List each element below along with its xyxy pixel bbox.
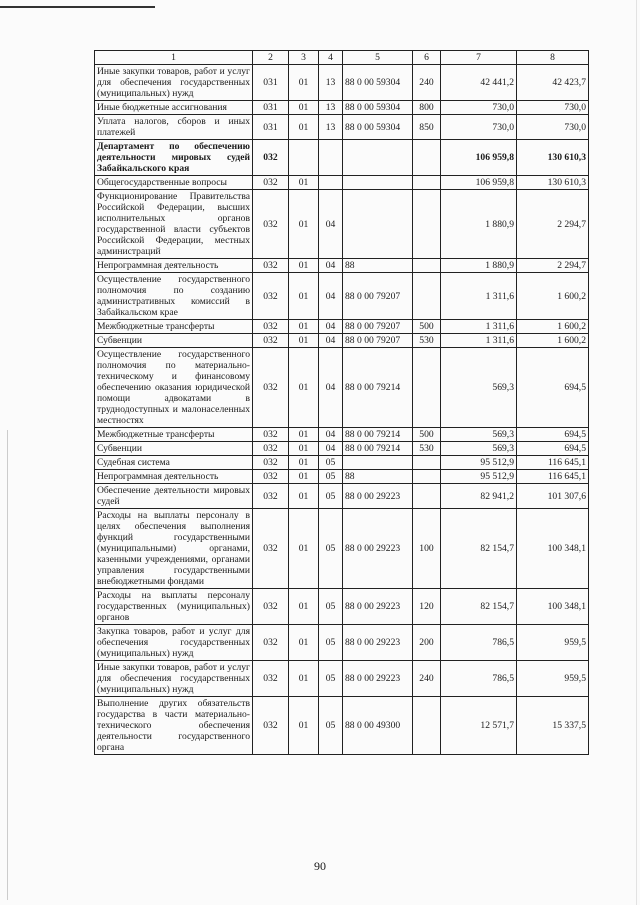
row-glav: 032 (253, 442, 289, 456)
row-sum-2: 694,5 (517, 428, 589, 442)
row-name: Уплата налогов, сборов и иных платежей (95, 115, 253, 140)
row-sum-1: 1 311,6 (441, 334, 517, 348)
col-header-1: 1 (95, 51, 253, 65)
row-sum-1: 1 311,6 (441, 273, 517, 320)
row-sum-1: 12 571,7 (441, 697, 517, 755)
row-glav: 032 (253, 190, 289, 259)
row-pr: 04 (319, 259, 343, 273)
row-glav: 032 (253, 259, 289, 273)
table-row (95, 456, 589, 470)
table-row (95, 697, 589, 755)
col-header-4: 4 (319, 51, 343, 65)
row-sum-1: 82 941,2 (441, 484, 517, 509)
row-rz: 01 (289, 589, 319, 625)
row-vr (413, 273, 441, 320)
row-name: Судебная система (95, 456, 253, 470)
row-pr: 04 (319, 348, 343, 428)
row-sum-2: 116 645,1 (517, 456, 589, 470)
table-body (95, 51, 589, 755)
col-header-5: 5 (343, 51, 413, 65)
row-glav: 032 (253, 273, 289, 320)
row-rz: 01 (289, 259, 319, 273)
row-csr: 88 0 00 29223 (343, 625, 413, 661)
row-vr: 850 (413, 115, 441, 140)
row-name: Межбюджетные трансферты (95, 428, 253, 442)
row-glav: 032 (253, 661, 289, 697)
table-row (95, 320, 589, 334)
row-pr: 05 (319, 661, 343, 697)
table-row (95, 101, 589, 115)
scan-edge-left (7, 430, 8, 900)
table-row (95, 428, 589, 442)
row-csr: 88 (343, 259, 413, 273)
row-csr: 88 0 00 29223 (343, 509, 413, 589)
row-vr: 530 (413, 334, 441, 348)
row-rz: 01 (289, 661, 319, 697)
row-pr (319, 176, 343, 190)
row-sum-1: 106 959,8 (441, 140, 517, 176)
row-glav: 031 (253, 115, 289, 140)
row-sum-2: 130 610,3 (517, 140, 589, 176)
row-csr: 88 0 00 79207 (343, 273, 413, 320)
row-glav: 031 (253, 101, 289, 115)
row-sum-2: 2 294,7 (517, 259, 589, 273)
row-pr: 05 (319, 589, 343, 625)
table-row (95, 273, 589, 320)
row-sum-1: 786,5 (441, 625, 517, 661)
row-sum-1: 569,3 (441, 442, 517, 456)
row-pr: 05 (319, 625, 343, 661)
row-name: Иные бюджетные ассигнования (95, 101, 253, 115)
row-sum-2: 694,5 (517, 442, 589, 456)
row-glav: 032 (253, 470, 289, 484)
row-sum-1: 730,0 (441, 115, 517, 140)
table-row (95, 625, 589, 661)
row-glav: 032 (253, 484, 289, 509)
row-vr (413, 140, 441, 176)
row-sum-1: 1 880,9 (441, 259, 517, 273)
row-pr: 04 (319, 273, 343, 320)
row-name: Функционирование Правительства Российской Федерации, высших исполнительных органов государственной власти субъектов Российской Федерации, местных администраций (95, 190, 253, 259)
row-csr: 88 0 00 59304 (343, 101, 413, 115)
row-pr: 04 (319, 442, 343, 456)
row-csr: 88 0 00 79214 (343, 428, 413, 442)
row-vr (413, 348, 441, 428)
row-pr: 05 (319, 509, 343, 589)
row-rz: 01 (289, 176, 319, 190)
row-csr: 88 0 00 49300 (343, 697, 413, 755)
row-pr: 04 (319, 334, 343, 348)
row-pr: 13 (319, 115, 343, 140)
table-row (95, 115, 589, 140)
table-row (95, 176, 589, 190)
row-rz: 01 (289, 697, 319, 755)
row-rz: 01 (289, 115, 319, 140)
row-name: Выполнение других обязательств государства в части материально-технического обеспечения деятельности государственного органа (95, 697, 253, 755)
row-pr: 04 (319, 428, 343, 442)
row-glav: 032 (253, 176, 289, 190)
col-header-7: 7 (441, 51, 517, 65)
row-sum-1: 95 512,9 (441, 456, 517, 470)
row-vr (413, 470, 441, 484)
row-sum-2: 130 610,3 (517, 176, 589, 190)
row-name: Общегосударственные вопросы (95, 176, 253, 190)
row-sum-2: 42 423,7 (517, 65, 589, 101)
row-glav: 032 (253, 320, 289, 334)
row-vr: 240 (413, 661, 441, 697)
row-csr: 88 (343, 470, 413, 484)
row-vr (413, 190, 441, 259)
row-vr: 240 (413, 65, 441, 101)
table-row (95, 484, 589, 509)
table-row (95, 470, 589, 484)
row-pr: 04 (319, 190, 343, 259)
col-header-2: 2 (253, 51, 289, 65)
table-row (95, 140, 589, 176)
row-pr: 13 (319, 101, 343, 115)
row-name: Закупка товаров, работ и услуг для обеспечения государственных (муниципальных) нужд (95, 625, 253, 661)
row-sum-1: 106 959,8 (441, 176, 517, 190)
row-rz: 01 (289, 442, 319, 456)
table-row (95, 589, 589, 625)
row-vr (413, 484, 441, 509)
row-vr: 100 (413, 509, 441, 589)
row-sum-2: 694,5 (517, 348, 589, 428)
page-number: 90 (314, 859, 326, 873)
row-name: Субвенции (95, 334, 253, 348)
row-rz: 01 (289, 348, 319, 428)
row-pr: 05 (319, 484, 343, 509)
row-rz: 01 (289, 625, 319, 661)
row-sum-2: 116 645,1 (517, 470, 589, 484)
row-csr: 88 0 00 79214 (343, 348, 413, 428)
table-row (95, 65, 589, 101)
row-pr: 04 (319, 320, 343, 334)
row-sum-2: 1 600,2 (517, 334, 589, 348)
row-rz: 01 (289, 428, 319, 442)
col-header-6: 6 (413, 51, 441, 65)
row-sum-1: 95 512,9 (441, 470, 517, 484)
row-glav: 032 (253, 456, 289, 470)
row-sum-2: 1 600,2 (517, 320, 589, 334)
table-row (95, 190, 589, 259)
row-csr: 88 0 00 79207 (343, 320, 413, 334)
row-csr: 88 0 00 29223 (343, 484, 413, 509)
column-number-row (95, 51, 589, 65)
row-vr (413, 176, 441, 190)
header-rule (0, 6, 155, 8)
row-vr (413, 697, 441, 755)
row-sum-1: 730,0 (441, 101, 517, 115)
row-rz: 01 (289, 320, 319, 334)
row-vr: 500 (413, 320, 441, 334)
row-csr: 88 0 00 79214 (343, 442, 413, 456)
row-name: Осуществление государственного полномочия по созданию административных комиссий в Забайкальском крае (95, 273, 253, 320)
row-glav: 032 (253, 625, 289, 661)
row-sum-1: 1 880,9 (441, 190, 517, 259)
row-name: Непрограммная деятельность (95, 470, 253, 484)
row-name: Расходы на выплаты персоналу государственных (муниципальных) органов (95, 589, 253, 625)
table-row (95, 259, 589, 273)
row-vr: 530 (413, 442, 441, 456)
row-sum-1: 569,3 (441, 428, 517, 442)
row-rz: 01 (289, 334, 319, 348)
row-sum-1: 569,3 (441, 348, 517, 428)
row-rz: 01 (289, 273, 319, 320)
row-name: Осуществление государственного полномочия по материально-техническому и финансовому обеспечению оказания юридической помощи адвокатами в труднодоступных и малонаселенных местностях (95, 348, 253, 428)
table-row (95, 509, 589, 589)
row-sum-2: 959,5 (517, 625, 589, 661)
row-glav: 032 (253, 428, 289, 442)
budget-table (94, 50, 589, 755)
row-pr: 05 (319, 470, 343, 484)
row-rz: 01 (289, 509, 319, 589)
row-sum-1: 82 154,7 (441, 589, 517, 625)
row-glav: 032 (253, 509, 289, 589)
row-csr: 88 0 00 29223 (343, 589, 413, 625)
row-sum-1: 42 441,2 (441, 65, 517, 101)
row-sum-1: 82 154,7 (441, 509, 517, 589)
row-name: Иные закупки товаров, работ и услуг для обеспечения государственных (муниципальных) нужд (95, 65, 253, 101)
table-row (95, 348, 589, 428)
row-vr: 120 (413, 589, 441, 625)
row-glav: 032 (253, 348, 289, 428)
row-glav: 031 (253, 65, 289, 101)
row-rz: 01 (289, 190, 319, 259)
row-csr (343, 140, 413, 176)
row-sum-2: 15 337,5 (517, 697, 589, 755)
row-rz (289, 140, 319, 176)
row-rz: 01 (289, 470, 319, 484)
row-name: Иные закупки товаров, работ и услуг для обеспечения государственных (муниципальных) нужд (95, 661, 253, 697)
row-rz: 01 (289, 101, 319, 115)
scan-edge-right (636, 0, 637, 905)
row-csr (343, 456, 413, 470)
row-name: Непрограммная деятельность (95, 259, 253, 273)
row-csr: 88 0 00 59304 (343, 65, 413, 101)
row-glav: 032 (253, 334, 289, 348)
col-header-3: 3 (289, 51, 319, 65)
row-vr: 500 (413, 428, 441, 442)
row-glav: 032 (253, 697, 289, 755)
row-rz: 01 (289, 484, 319, 509)
row-glav: 032 (253, 589, 289, 625)
row-sum-1: 1 311,6 (441, 320, 517, 334)
row-csr: 88 0 00 79207 (343, 334, 413, 348)
table-row (95, 661, 589, 697)
row-name: Расходы на выплаты персоналу в целях обеспечения выполнения функций государственными (муниципальными) органами, казенными учреждениями, органами управления государственными внебюджетными фондами (95, 509, 253, 589)
row-pr (319, 140, 343, 176)
table-row (95, 334, 589, 348)
row-csr: 88 0 00 29223 (343, 661, 413, 697)
row-sum-2: 730,0 (517, 101, 589, 115)
row-sum-2: 100 348,1 (517, 589, 589, 625)
row-rz: 01 (289, 65, 319, 101)
row-sum-1: 786,5 (441, 661, 517, 697)
row-sum-2: 730,0 (517, 115, 589, 140)
row-name: Субвенции (95, 442, 253, 456)
row-pr: 05 (319, 697, 343, 755)
row-sum-2: 2 294,7 (517, 190, 589, 259)
row-glav: 032 (253, 140, 289, 176)
row-vr (413, 259, 441, 273)
row-sum-2: 101 307,6 (517, 484, 589, 509)
row-vr: 200 (413, 625, 441, 661)
row-csr (343, 190, 413, 259)
row-sum-2: 959,5 (517, 661, 589, 697)
row-csr (343, 176, 413, 190)
row-rz: 01 (289, 456, 319, 470)
row-pr: 13 (319, 65, 343, 101)
row-name: Межбюджетные трансферты (95, 320, 253, 334)
row-sum-2: 100 348,1 (517, 509, 589, 589)
row-vr (413, 456, 441, 470)
row-name: Обеспечение деятельности мировых судей (95, 484, 253, 509)
row-sum-2: 1 600,2 (517, 273, 589, 320)
row-csr: 88 0 00 59304 (343, 115, 413, 140)
table-row (95, 442, 589, 456)
row-vr: 800 (413, 101, 441, 115)
row-pr: 05 (319, 456, 343, 470)
col-header-8: 8 (517, 51, 589, 65)
row-name: Департамент по обеспечению деятельности мировых судей Забайкальского края (95, 140, 253, 176)
